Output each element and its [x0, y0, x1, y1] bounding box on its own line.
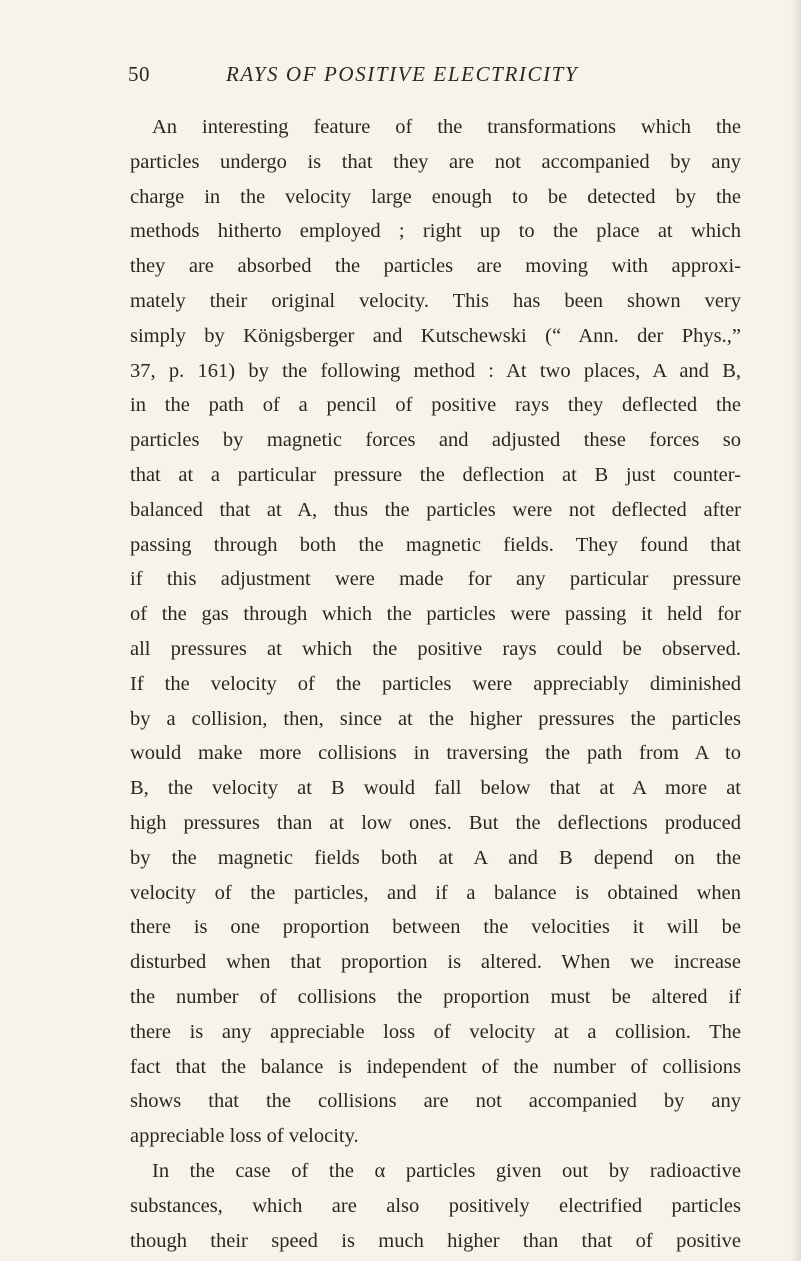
text-line: substances, which are also positively electrified particles: [130, 1194, 741, 1217]
page-edge-shadow: [791, 0, 801, 1261]
text-line: B, the velocity at B would fall below that at A more at: [130, 777, 741, 800]
text-line: methods hitherto employed ; right up to the place at which: [130, 220, 741, 243]
body-text: [130, 110, 741, 1258]
text-line: high pressures than at low ones. But the deflections produced: [130, 811, 741, 834]
text-line: though their speed is much higher than that of positive: [130, 1229, 741, 1252]
text-line: all pressures at which the positive rays could be observed.: [130, 637, 741, 660]
text-line: appreciable loss of velocity.: [130, 1125, 359, 1148]
text-line: 37, p. 161) by the following method : At two places, A and B,: [130, 359, 741, 382]
text-line: of the gas through which the particles were passing it held for: [130, 603, 741, 626]
text-line: if this adjustment were made for any particular pressure: [130, 568, 741, 591]
page-number: 50: [128, 62, 150, 86]
text-line: the number of collisions the proportion must be altered if: [130, 985, 741, 1008]
text-line: they are absorbed the particles are moving with approxi-: [130, 255, 741, 278]
text-line: by a collision, then, since at the higher pressures the particles: [130, 707, 741, 730]
text-line: particles undergo is that they are not accompanied by any: [130, 150, 741, 173]
text-line: that at a particular pressure the deflection at B just counter-: [130, 463, 741, 486]
text-line: passing through both the magnetic fields. They found that: [130, 533, 741, 556]
text-line: shows that the collisions are not accompanied by any: [130, 1090, 741, 1113]
text-line: balanced that at A, thus the particles were not deflected after: [130, 498, 741, 521]
text-line: mately their original velocity. This has been shown very: [130, 289, 741, 312]
text-line: charge in the velocity large enough to be detected by the: [130, 185, 741, 208]
running-title: RAYS OF POSITIVE ELECTRICITY: [226, 62, 579, 86]
text-line: If the velocity of the particles were appreciably diminished: [130, 672, 741, 695]
text-line: by the magnetic fields both at A and B depend on the: [130, 846, 741, 869]
text-line: in the path of a pencil of positive rays they deflected the: [130, 394, 741, 417]
text-line: there is any appreciable loss of velocity at a collision. The: [130, 1020, 741, 1043]
running-head: [0, 62, 801, 92]
text-line: velocity of the particles, and if a balance is obtained when: [130, 881, 741, 904]
text-line: simply by Königsberger and Kutschewski (“ Ann. der Phys.,”: [130, 324, 741, 347]
text-line: particles by magnetic forces and adjusted these forces so: [130, 429, 741, 452]
text-line: In the case of the α particles given out by radioactive: [152, 1159, 741, 1182]
text-line: An interesting feature of the transformations which the: [152, 116, 741, 138]
text-line: there is one proportion between the velocities it will be: [130, 916, 741, 939]
text-line: would make more collisions in traversing the path from A to: [130, 742, 741, 765]
text-line: disturbed when that proportion is altered. When we increase: [130, 951, 741, 974]
text-line: fact that the balance is independent of the number of collisions: [130, 1055, 741, 1078]
